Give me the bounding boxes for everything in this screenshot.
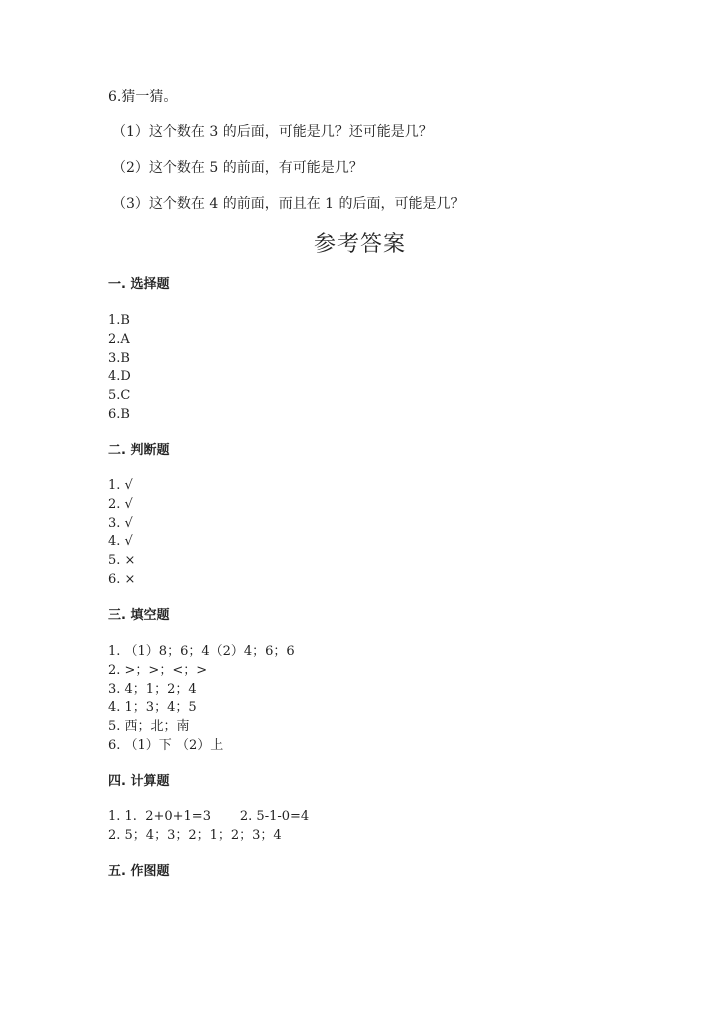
list-item: 6.B	[108, 406, 130, 422]
answer-list-judge	[108, 477, 135, 590]
section-title-judge: 二. 判断题	[108, 443, 170, 458]
list-item: 4. √	[108, 534, 133, 550]
list-item: 4.D	[108, 369, 131, 385]
section-title-calc: 四. 计算题	[108, 774, 170, 789]
answers-heading: 参考答案	[313, 232, 406, 257]
list-item: 5.C	[108, 388, 131, 404]
question-part-3: （3）这个数在 4 的前面，而且在 1 的后面，可能是几？	[112, 196, 465, 212]
list-item: 3. √	[108, 515, 133, 531]
list-item: 1. 1. 2+0+1=3 2. 5-1-0=4	[108, 809, 310, 824]
list-item: 5. 西；北；南	[108, 719, 190, 735]
list-item: 2. 5；4；3；2；1；2；3；4	[108, 827, 282, 843]
answer-list-fill	[108, 643, 295, 756]
list-item: 1.B	[108, 313, 130, 328]
question-part-2: （2）这个数在 5 的前面，有可能是几？	[112, 160, 363, 176]
list-item: 1. （1）8；6；4（2）4；6；6	[108, 644, 295, 659]
section-title-choice: 一. 选择题	[108, 277, 170, 292]
list-item: 6. ×	[108, 571, 136, 587]
list-item: 1. √	[108, 478, 133, 493]
answer-list-calc	[108, 808, 309, 846]
list-item: 2. √	[108, 496, 133, 512]
list-item: 5. ×	[108, 553, 136, 569]
list-item: 6. （1）下 （2）上	[108, 737, 224, 753]
list-item: 2.A	[108, 331, 130, 347]
section-title-draw: 五. 作图题	[108, 864, 170, 879]
question-part-1: （1）这个数在 3 的后面，可能是几？还可能是几？	[112, 124, 433, 140]
answer-list-choice	[108, 312, 131, 425]
list-item: 3.B	[108, 350, 130, 366]
list-item: 2. >；>；<；>	[108, 662, 208, 678]
question-title: 6.猜一猜。	[108, 89, 178, 105]
list-item: 4. 1；3；4；5	[108, 700, 197, 716]
list-item: 3. 4；1；2；4	[108, 681, 197, 697]
section-title-fill: 三. 填空题	[108, 608, 170, 623]
